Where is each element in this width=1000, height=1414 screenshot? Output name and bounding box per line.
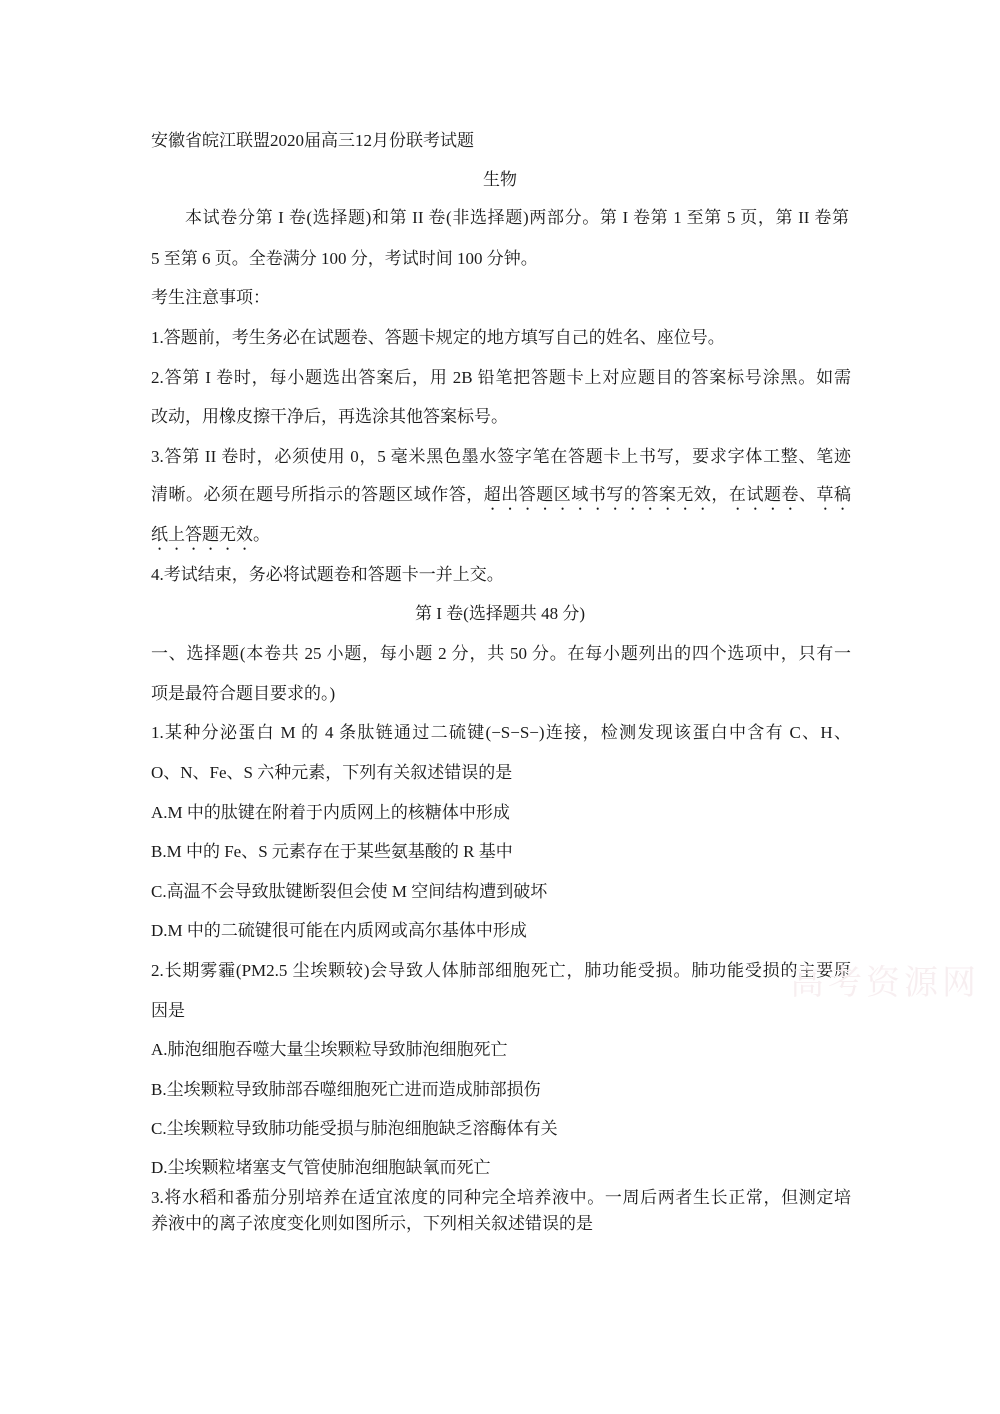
question-2-option-d: D.尘埃颗粒堵塞支气管使肺泡细胞缺氧而死亡 [151, 1158, 491, 1177]
notice-item-4: 4.考试结束，务必将试题卷和答题卡一并上交。 [151, 565, 504, 584]
notice-item-3-emphasis: 超出答题区域书写的答案无效，在试题卷、草稿 [483, 485, 852, 504]
question-3-stem-line-2: 养液中的离子浓度变化则如图所示，下列相关叙述错误的是 [151, 1214, 593, 1233]
question-1-stem-line-1: 1.某种分泌蛋白 M 的 4 条肽链通过二硫键(−S−S−)连接，检测发现该蛋白中含有 C、H、 [151, 723, 851, 742]
question-2-option-c: C.尘埃颗粒导致肺功能受损与肺泡细胞缺乏溶酶体有关 [151, 1119, 558, 1138]
question-2-option-b: B.尘埃颗粒导致肺部吞噬细胞死亡进而造成肺部损伤 [151, 1080, 541, 1099]
exam-title: 安徽省皖江联盟2020届高三12月份联考试题 [151, 131, 474, 150]
section-instructions-line-2: 项是最符合题目要求的。) [151, 684, 336, 703]
notice-item-3-plain: 清晰。必须在题号所指示的答题区域作答， [151, 485, 484, 504]
notice-item-3-line-1: 3.答第 II 卷时，必须使用 0，5 毫米黑色墨水签字笔在答题卡上书写，要求字体工整、笔迹 [151, 447, 851, 466]
question-3-stem-line-1: 3.将水稻和番茄分别培养在适宜浓度的同种完全培养液中。一周后两者生长正常，但测定培 [151, 1188, 851, 1207]
subject-title: 生物 [483, 170, 517, 189]
notice-item-3-line-3 [151, 524, 851, 554]
question-1-option-a: A.M 中的肽键在附着于内质网上的核糖体中形成 [151, 803, 510, 822]
notice-heading: 考生注意事项： [151, 288, 270, 307]
notice-item-3-emphasis-2: 纸上答题无效。 [151, 525, 270, 544]
intro-line-1: 本试卷分第 I 卷(选择题)和第 II 卷(非选择题)两部分。第 I 卷第 1 至第 5 页，第 II 卷第 [185, 208, 849, 227]
question-1-stem-line-2: O、N、Fe、S 六种元素，下列有关叙述错误的是 [151, 763, 513, 782]
question-1-option-b: B.M 中的 Fe、S 元素存在于某些氨基酸的 R 基中 [151, 842, 513, 861]
watermark: 高考资源网 [790, 963, 980, 1003]
section-instructions-line-1: 一、选择题(本卷共 25 小题，每小题 2 分，共 50 分。在每小题列出的四个选项中，只有一 [151, 644, 851, 663]
section-title: 第 I 卷(选择题共 48 分) [415, 604, 585, 623]
notice-item-2-line-2: 改动，用橡皮擦干净后，再选涂其他答案标号。 [151, 407, 508, 426]
notice-item-1: 1.答题前，考生务必在试题卷、答题卡规定的地方填写自己的姓名、座位号。 [151, 328, 725, 347]
question-1-option-c: C.高温不会导致肽键断裂但会使 M 空间结构遭到破坏 [151, 882, 548, 901]
notice-item-2-line-1: 2.答第 I 卷时，每小题选出答案后，用 2B 铅笔把答题卡上对应题目的答案标号涂黑。如需 [151, 368, 851, 387]
question-1-option-d: D.M 中的二硫键很可能在内质网或高尔基体中形成 [151, 921, 527, 940]
intro-line-2: 5 至第 6 页。全卷满分 100 分，考试时间 100 分钟。 [151, 249, 538, 268]
notice-item-3-line-2 [151, 484, 851, 514]
question-2-stem-line-1: 2.长期雾霾(PM2.5 尘埃颗较)会导致人体肺部细胞死亡，肺功能受损。肺功能受损的主要原 [151, 961, 851, 980]
question-2-stem-line-2: 因是 [151, 1001, 185, 1020]
question-2-option-a: A.肺泡细胞吞噬大量尘埃颗粒导致肺泡细胞死亡 [151, 1040, 508, 1059]
